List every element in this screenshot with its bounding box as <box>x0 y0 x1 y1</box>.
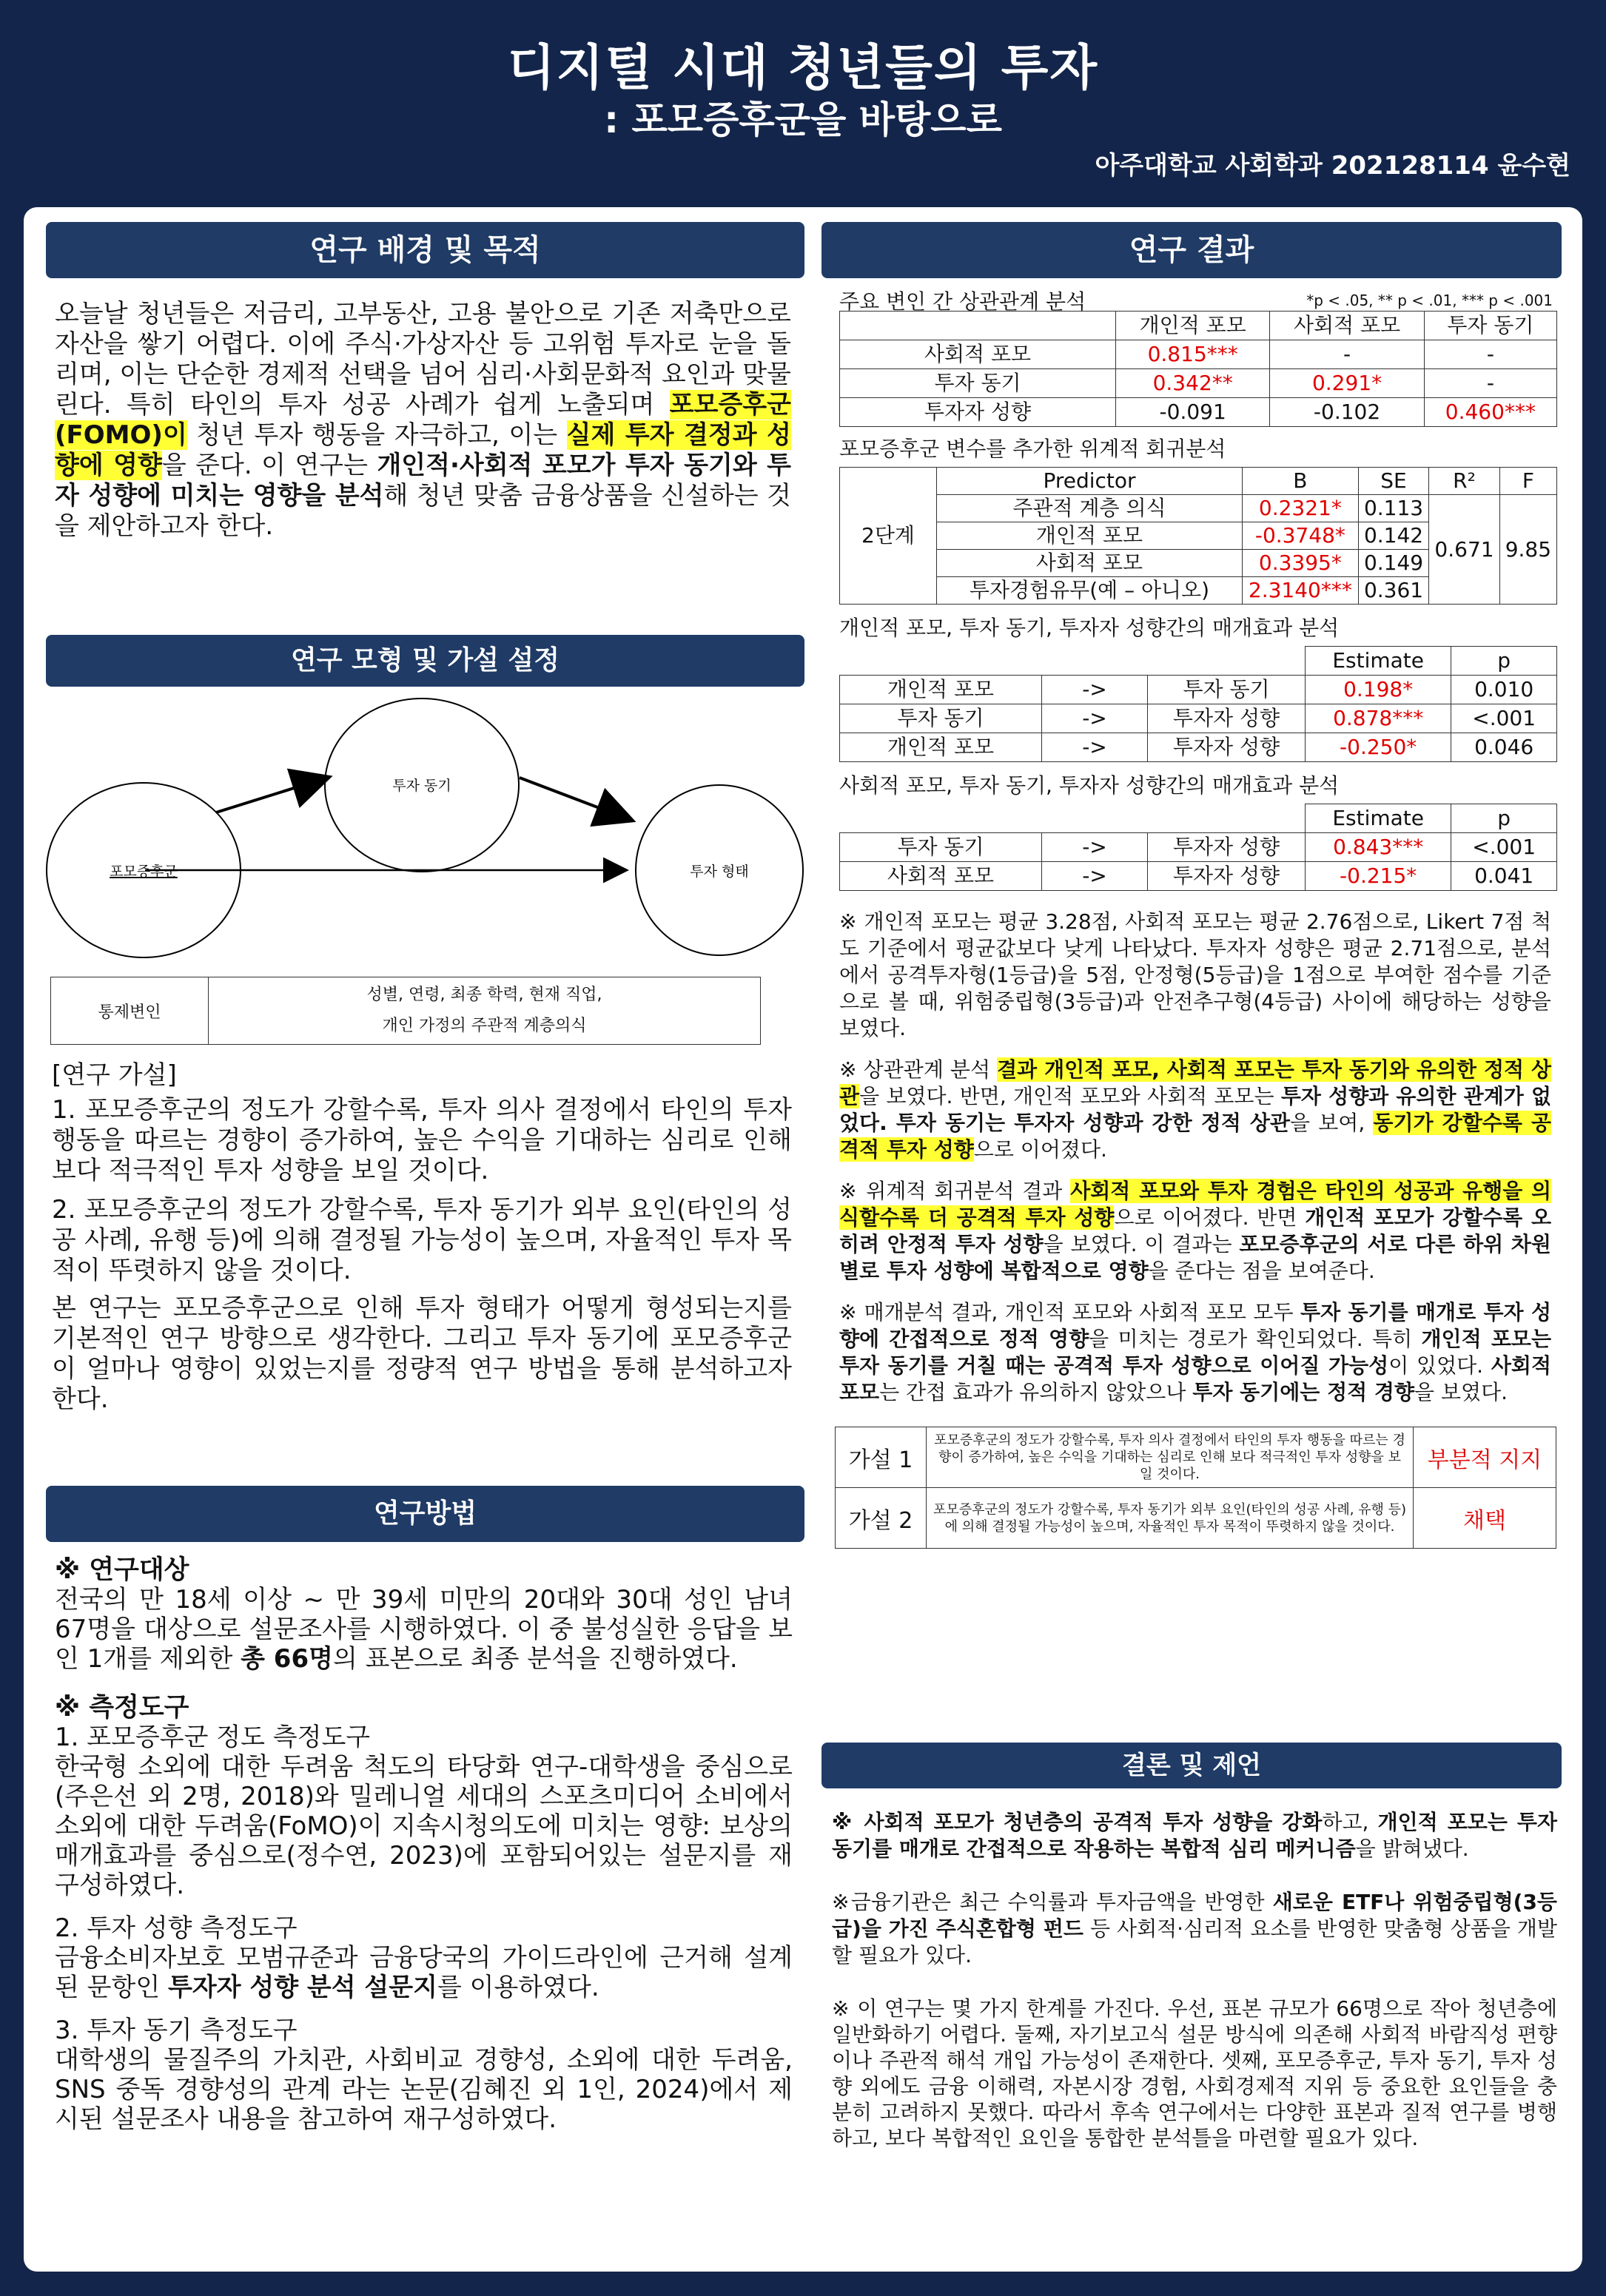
note-bold: 투자 동기에는 정적 경향 <box>1192 1380 1415 1404</box>
concl-text: ※금융기관은 최근 수익률과 투자금액을 반영한 <box>832 1890 1273 1914</box>
reg-se: 0.149 <box>1358 550 1428 577</box>
med2-est: 0.843*** <box>1306 833 1451 862</box>
control-variable-table <box>50 977 761 1045</box>
note-text: 이 있었다. <box>1388 1353 1491 1378</box>
section-title-model: 연구 모형 및 가설 설정 <box>46 635 804 687</box>
reg-head-b: B <box>1243 468 1359 495</box>
background-text <box>55 299 791 542</box>
conclusion-1 <box>832 1809 1557 1862</box>
control-label: 통제변인 <box>51 977 209 1045</box>
note-text: ※ 매개분석 결과, 개인적 포모와 사회적 포모 모두 <box>839 1300 1301 1324</box>
poster-subtitle: : 포모증후군을 바탕으로 <box>604 98 1002 141</box>
hypothesis-heading: [연구 가설] <box>52 1060 177 1090</box>
corr-cell: 0.815*** <box>1116 340 1270 369</box>
note-bold: 개인적 포모는 투자 동기를 거칠 때는 공격적 투자 성향으로 이어질 가능성 <box>839 1327 1551 1378</box>
conclusion-2 <box>832 1889 1557 1969</box>
reg-head-predictor: Predictor <box>937 468 1243 495</box>
tool-heading: ※ 측정도구 <box>55 1693 189 1723</box>
control-values <box>209 977 761 1045</box>
tool1-heading: 1. 포모증후군 정도 측정도구 <box>55 1723 371 1752</box>
med2-from: 사회적 포모 <box>840 862 1042 891</box>
concl-bold: 새로운 ETF나 위험중립형(3등급)을 가진 주식혼합형 펀드 <box>832 1890 1557 1941</box>
tool2-text-1: 금융소비자보호 모범규준과 금융당국의 가이드라인에 근거해 설계된 문항인 <box>55 1943 793 2002</box>
poster-author: 아주대학교 사회학과 202128114 윤수현 <box>1095 151 1570 181</box>
hyp-result: 부분적 지지 <box>1414 1427 1556 1488</box>
subject-text-2: 의 표본으로 최종 분석을 진행하였다. <box>332 1644 738 1674</box>
bg-text-4: 해 청년 맞춤 금융상품을 신설하는 것을 제안하고자 한다. <box>55 481 791 541</box>
bg-highlight-fomo: 포모증후군(FOMO)이 <box>55 390 791 450</box>
concl-text: 을 밝혀냈다. <box>1355 1837 1469 1861</box>
med2-from: 투자 동기 <box>840 833 1042 862</box>
note-bold: 포모증후군의 서로 다른 하위 차원별로 투자 성향에 복합적으로 영향 <box>839 1232 1551 1283</box>
reg-b: -0.3748* <box>1243 522 1359 550</box>
corr-cell: 0.342** <box>1116 369 1270 398</box>
corr-row-label: 투자 동기 <box>840 369 1116 398</box>
control-line-2: 개인 가정의 주관적 계층의식 <box>382 1017 587 1035</box>
med1-arrow: -> <box>1042 676 1148 704</box>
med1-head-p: p <box>1451 647 1557 676</box>
reg-predictor: 개인적 포모 <box>937 522 1243 550</box>
med1-caption: 개인적 포모, 투자 동기, 투자자 성향간의 매개효과 분석 <box>839 616 1340 640</box>
note-text: ※ 상관관계 분석 <box>839 1057 998 1082</box>
med1-est: 0.198* <box>1306 676 1451 704</box>
med2-p: <.001 <box>1451 833 1557 862</box>
hyp-label: 가설 2 <box>836 1488 927 1549</box>
med1-head-est: Estimate <box>1306 647 1451 676</box>
hypothesis-paragraph: 본 연구는 포모증후군으로 인해 투자 형태가 어떻게 형성되는지를 기본적인 연구 방향으로 생각한다. 그리고 투자 동기에 포모증후군이 얼마나 영향이 있었는지를 정량적 연구 방법을 통해 분석하고자 한다. <box>52 1293 792 1414</box>
corr-cell: - <box>1424 340 1556 369</box>
tool2-text <box>55 1943 793 2002</box>
med1-est: -0.250* <box>1306 733 1451 762</box>
corr-row-label: 투자자 성향 <box>840 398 1116 427</box>
reg-head-f: F <box>1499 468 1556 495</box>
correlation-table <box>839 311 1557 427</box>
reg-caption: 포모증후군 변수를 추가한 위계적 회귀분석 <box>839 437 1226 461</box>
note-highlight: 사회적 포모와 투자 경험은 타인의 성공과 유행을 의식할수록 더 공격적 투자 성향 <box>839 1179 1551 1230</box>
note-text: 을 보였다. 이 결과는 <box>1043 1232 1240 1256</box>
poster-title: 디지털 시대 청년들의 투자 <box>507 39 1099 96</box>
reg-predictor: 투자경험유무(예 – 아니오) <box>937 577 1243 605</box>
note-descriptive: ※ 개인적 포모는 평균 3.28점, 사회적 포모는 평균 2.76점으로, Likert 7점 척도 기준에서 평균값보다 낮게 나타났다. 투자자 성향은 평균 2.71점으로, 분석에서 공격투자형(1등급)을 5점, 안정형(5등급)을 1점으로 부여한 점수를 기준으로 볼 때, 위험중립형(3등급)과 안전추구형(4등급) 사이에 해당하는 성향을 보였다. <box>839 909 1551 1040</box>
note-text: 을 보였다. 반면, 개인적 포모와 사회적 포모는 <box>859 1084 1281 1108</box>
med2-p: 0.041 <box>1451 862 1557 891</box>
note-text: 을 보였다. <box>1414 1380 1508 1404</box>
corr-col-1: 개인적 포모 <box>1116 312 1270 340</box>
note-mediation <box>839 1299 1551 1406</box>
note-text: 을 미치는 경로가 확인되었다. 특히 <box>1089 1327 1422 1351</box>
med2-est: -0.215* <box>1306 862 1451 891</box>
conclusion-3: ※ 이 연구는 몇 가지 한계를 가진다. 우선, 표본 규모가 66명으로 작아 청년층에 일반화하기 어렵다. 둘째, 자기보고식 설문 방식에 의존해 사회적 바람직성 편향이나 주관적 해석 개입 가능성이 존재한다. 셋째, 포모증후군, 투자 동기, 투자 성향 외에도 금융 이해력, 자본시장 경험, 사회경제적 지위 등 중요한 요인들을 충분히 고려하지 못했다. 따라서 후속 연구에서는 다양한 표본과 질적 연구를 병행하고, 보다 복합적인 요인을 통합한 분석틀을 마련할 필요가 있다. <box>832 1996 1557 2150</box>
subject-heading: ※ 연구대상 <box>55 1555 189 1585</box>
hypothesis-block <box>52 1060 792 1415</box>
hypothesis-1: 1. 포모증후군의 정도가 강할수록, 투자 의사 결정에서 타인의 투자 행동을 따르는 경향이 증가하여, 높은 수익을 기대하는 심리로 인해 보다 적극적인 투자 성향을 보일 것이다. <box>52 1095 792 1185</box>
med1-from: 투자 동기 <box>840 704 1042 733</box>
bg-text-1: 오늘날 청년들은 저금리, 고부동산, 고용 불안으로 기존 저축만으로 자산을 쌓기 어렵다. 이에 주식·가상자산 등 고위험 투자로 눈을 돌리며, 이는 단순한 경제적 선택을 넘어 심리·사회문화적 요인과 맞물린다. 특히 타인의 투자 성공 사례가 쉽게 노출되며 <box>55 299 791 420</box>
concl-text: 하고, <box>1322 1810 1378 1834</box>
note-regression <box>839 1178 1551 1285</box>
section-title-results: 연구 결과 <box>822 222 1562 278</box>
results-notes <box>824 891 1559 1406</box>
mediation-table-1 <box>839 646 1557 762</box>
corr-cell: -0.091 <box>1116 398 1270 427</box>
hyp-text: 포모증후군의 정도가 강할수록, 투자 의사 결정에서 타인의 투자 행동을 따르는 경향이 증가하여, 높은 수익을 기대하는 심리로 인해 보다 적극적인 투자 성향을 보일 것이다. <box>927 1427 1414 1488</box>
subject-text <box>55 1585 793 1674</box>
subject-total: 총 66명 <box>241 1644 333 1674</box>
regression-table <box>839 467 1557 605</box>
tool2-text-2: 를 이용하였다. <box>437 1973 599 2002</box>
node-type-label: 투자 형태 <box>690 863 749 880</box>
section-title-conclusion: 결론 및 제언 <box>822 1743 1562 1788</box>
tool2-survey: 투자자 성향 분석 설문지 <box>168 1973 437 2002</box>
note-bold: 투자 성향과 유의한 관계가 없었다. 투자 동기는 투자자 성향과 강한 정적 상관 <box>839 1084 1551 1135</box>
tool3-text: 대학생의 물질주의 가치관, 사회비교 경향성, 소외에 대한 두려움, SNS 중독 경향성의 관계 라는 논문(김혜진 외 1인, 2024)에서 제시된 설문조사 내용을 참고하여 재구성하였다. <box>55 2045 793 2134</box>
concl-bold: ※ 사회적 포모가 청년층의 공격적 투자 성향을 강화 <box>832 1810 1323 1834</box>
corr-cell: 0.291* <box>1270 369 1424 398</box>
note-highlight: 동기가 강할수록 공격적 투자 성향 <box>839 1111 1551 1162</box>
reg-b: 0.2321* <box>1243 495 1359 522</box>
conclusion-box <box>832 1809 1557 2151</box>
corr-cell: 0.460*** <box>1424 398 1556 427</box>
tool1-text: 한국형 소외에 대한 두려움 척도의 타당화 연구-대학생을 중심으로(주은선 외 2명, 2018)와 밀레니얼 세대의 스포츠미디어 소비에서 소외에 대한 두려움(FoMO)이 지속시청의도에 미치는 영향: 보상의 매개효과를 중심으로(정수연, 2023)에 포함되어있는 설문지를 재구성하였다. <box>55 1752 793 1900</box>
section-title-method: 연구방법 <box>46 1486 804 1542</box>
note-bold: 투자 동기를 매개로 투자 성향에 간접적으로 정적 영향 <box>839 1300 1551 1351</box>
hypothesis-result-table <box>835 1427 1556 1549</box>
med1-arrow: -> <box>1042 704 1148 733</box>
med1-p: 0.010 <box>1451 676 1557 704</box>
bg-text-2: 청년 투자 행동을 자극하고, 이는 <box>187 420 567 450</box>
left-column <box>46 222 804 2134</box>
control-line-1: 성별, 연령, 최종 학력, 현재 직업, <box>366 986 602 1004</box>
subject-text-1: 전국의 만 18세 이상 ~ 만 39세 미만의 20대와 30대 성인 남녀 67명을 대상으로 설문조사를 시행하였다. 이 중 불성실한 응답을 보인 1개를 제외한 <box>55 1585 793 1674</box>
med1-to: 투자 동기 <box>1148 676 1306 704</box>
note-bold: 개인적 포모가 강할수록 오히려 안정적 투자 성향 <box>839 1205 1551 1256</box>
note-text: 으로 이어졌다. <box>973 1137 1107 1162</box>
corr-row-label: 사회적 포모 <box>840 340 1116 369</box>
reg-se: 0.113 <box>1358 495 1428 522</box>
corr-cell: -0.102 <box>1270 398 1424 427</box>
hypothesis-2: 2. 포모증후군의 정도가 강할수록, 투자 동기가 외부 요인(타인의 성공 사례, 유행 등)에 의해 결정될 가능성이 높으며, 자율적인 투자 목적이 뚜렷하지 않을 것이다. <box>52 1195 792 1285</box>
reg-r2: 0.671 <box>1429 495 1499 605</box>
tool2-heading: 2. 투자 성향 측정도구 <box>55 1913 298 1943</box>
bg-text-3: 을 준다. 이 연구는 <box>161 451 377 480</box>
med1-from: 개인적 포모 <box>840 733 1042 762</box>
med1-from: 개인적 포모 <box>840 676 1042 704</box>
med1-to: 투자자 성향 <box>1148 733 1306 762</box>
reg-se: 0.361 <box>1358 577 1428 605</box>
corr-cell: - <box>1424 369 1556 398</box>
corr-caption-row <box>824 281 1559 314</box>
concl-bold: 개인적 포모는 투자 동기를 매개로 간접적으로 작용하는 복합적 심리 메커니즘 <box>832 1810 1557 1861</box>
note-text: 을 준다는 점을 보여준다. <box>1148 1259 1375 1283</box>
reg-b: 2.3140*** <box>1243 577 1359 605</box>
bg-bold-purpose: 개인적·사회적 포모가 투자 동기와 투자 성향에 미치는 영향을 분석 <box>55 451 791 511</box>
med2-to: 투자자 성향 <box>1148 833 1306 862</box>
hyp-result: 채택 <box>1414 1488 1556 1549</box>
med2-head-p: p <box>1451 804 1557 833</box>
arrow-motive-to-type <box>520 778 631 820</box>
med2-arrow: -> <box>1042 833 1148 862</box>
corr-cell: - <box>1270 340 1424 369</box>
significance-note: *p < .05, ** p < .01, *** p < .001 <box>1306 292 1553 309</box>
med1-p: 0.046 <box>1451 733 1557 762</box>
mediation-table-2 <box>839 804 1557 891</box>
med2-head-est: Estimate <box>1306 804 1451 833</box>
note-text: 으로 이어졌다. 반면 <box>1114 1205 1306 1230</box>
hyp-label: 가설 1 <box>836 1427 927 1488</box>
reg-head-r2: R² <box>1429 468 1499 495</box>
med1-p: <.001 <box>1451 704 1557 733</box>
note-highlight: 결과 개인적 포모, 사회적 포모는 투자 동기와 유의한 정적 상관 <box>839 1057 1551 1108</box>
hyp-text: 포모증후군의 정도가 강할수록, 투자 동기가 외부 요인(타인의 성공 사례, 유행 등)에 의해 결정될 가능성이 높으며, 자율적인 투자 목적이 뚜렷하지 않을 것이다. <box>927 1488 1414 1549</box>
med1-to: 투자자 성향 <box>1148 704 1306 733</box>
reg-stage: 2단계 <box>840 468 937 605</box>
med1-est: 0.878*** <box>1306 704 1451 733</box>
section-title-background: 연구 배경 및 목적 <box>46 222 804 278</box>
med2-caption: 사회적 포모, 투자 동기, 투자자 성향간의 매개효과 분석 <box>839 773 1340 798</box>
note-text: 는 간접 효과가 유의하지 않았으나 <box>879 1380 1193 1404</box>
note-text: ※ 위계적 회귀분석 결과 <box>839 1179 1071 1203</box>
reg-f: 9.85 <box>1499 495 1556 605</box>
arrow-fomo-to-motive <box>216 778 327 812</box>
reg-head-se: SE <box>1358 468 1428 495</box>
results-box <box>822 281 1562 1549</box>
concl-text: 등 사회적·심리적 요소를 반영한 맞춤형 상품을 개발할 필요가 있다. <box>832 1916 1557 1967</box>
corr-col-3: 투자 동기 <box>1424 312 1556 340</box>
med2-arrow: -> <box>1042 862 1148 891</box>
note-correlation <box>839 1057 1551 1163</box>
note-bold: 사회적 포모 <box>839 1353 1551 1404</box>
reg-se: 0.142 <box>1358 522 1428 550</box>
reg-predictor: 사회적 포모 <box>937 550 1243 577</box>
method-box <box>46 1542 804 2134</box>
tool3-heading: 3. 투자 동기 측정도구 <box>55 2016 298 2045</box>
node-motive-label: 투자 동기 <box>392 778 451 794</box>
med2-to: 투자자 성향 <box>1148 862 1306 891</box>
model-box <box>46 687 804 1486</box>
node-fomo-label: 포모증후군 <box>110 863 178 880</box>
background-box <box>46 278 804 626</box>
corr-col-2: 사회적 포모 <box>1270 312 1424 340</box>
right-column <box>822 222 1562 2150</box>
corr-caption: 주요 변인 간 상관관계 분석 <box>839 289 1086 314</box>
reg-predictor: 주관적 계층 의식 <box>937 495 1243 522</box>
note-text: 을 보여, <box>1290 1111 1374 1135</box>
reg-b: 0.3395* <box>1243 550 1359 577</box>
bg-highlight-effect: 실제 투자 결정과 성향에 영향 <box>55 420 792 480</box>
med1-arrow: -> <box>1042 733 1148 762</box>
